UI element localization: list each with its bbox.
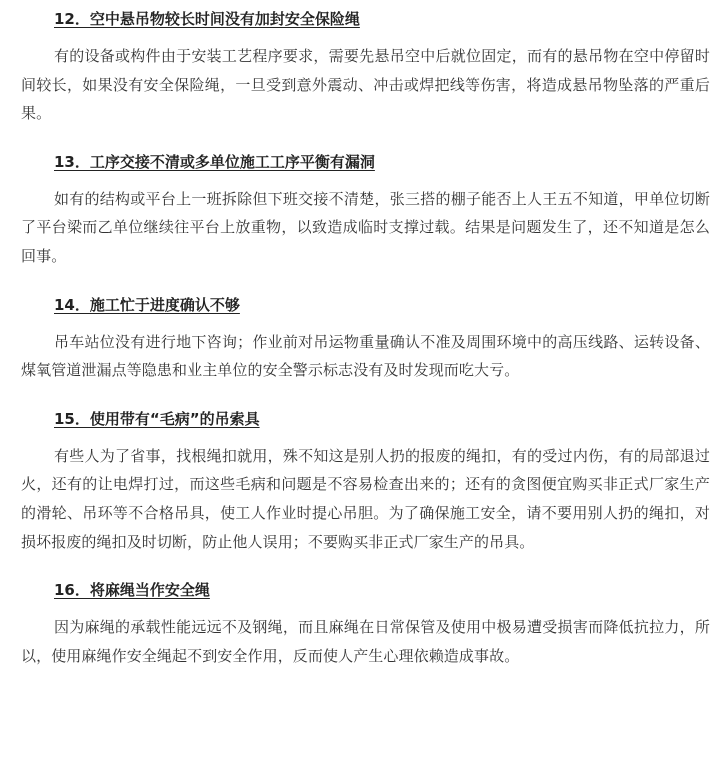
- section-paragraph: 如有的结构或平台上一班拆除但下班交接不清楚，张三搭的棚子能否上人王五不知道，甲单位切断了平台梁而乙单位继续往平台上放重物，以致造成临时支撑过载。结果是问题发生了，还不知道是怎么回事。: [21, 189, 710, 265]
- section-paragraph: 有的设备或构件由于安装工艺程序要求，需要先悬吊空中后就位固定，而有的悬吊物在空中停留时间较长，如果没有安全保险绳，一旦受到意外震动、冲击或焊把线等伤害，将造成悬吊物坠落的严重后果。: [21, 47, 710, 123]
- section-paragraph: 因为麻绳的承载性能远远不及钢绳，而且麻绳在日常保管及使用中极易遭受损害而降低抗拉力，所以，使用麻绳作安全绳起不到安全作用，反而使人产生心理依赖造成事故。: [21, 618, 710, 665]
- section-heading: 14．施工忙于进度确认不够: [54, 295, 240, 314]
- section-heading: 13．工序交接不清或多单位施工工序平衡有漏洞: [54, 152, 375, 171]
- section-14: [21, 295, 710, 385]
- section-paragraph: 吊车站位没有进行地下咨询；作业前对吊运物重量确认不准及周围环境中的高压线路、运转设备、煤氧管道泄漏点等隐患和业主单位的安全警示标志没有及时发现而吃大亏。: [21, 332, 710, 380]
- document-body: [0, 9, 718, 765]
- section-heading: 15．使用带有“毛病”的吊索具: [54, 409, 260, 428]
- section-paragraph: 有些人为了省事，找根绳扣就用，殊不知这是别人扔的报废的绳扣，有的受过内伤，有的局部退过火，还有的让电焊打过，而这些毛病和问题是不容易检查出来的；还有的贪图便宜购买非正式厂家生产的滑轮、吊环等不合格吊具，使工人作业时提心吊胆。为了确保施工安全，请不要用别人扔的绳扣，对损坏报废的绳扣及时切断，防止他人误用；不要购买非正式厂家生产的吊具。: [21, 446, 710, 551]
- section-12: [21, 9, 710, 128]
- section-15: [21, 409, 710, 556]
- section-heading: 12．空中悬吊物较长时间没有加封安全保险绳: [54, 10, 360, 28]
- section-13: [21, 152, 710, 271]
- section-16: [21, 580, 710, 670]
- section-heading: 16．将麻绳当作安全绳: [54, 581, 210, 600]
